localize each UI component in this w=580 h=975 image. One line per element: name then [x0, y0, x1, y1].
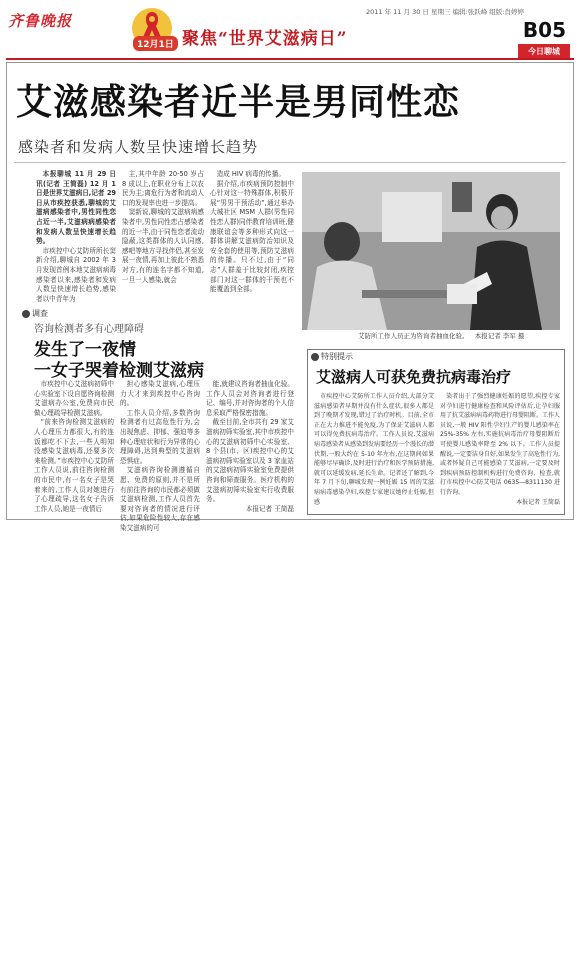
- sub-column-2: [120, 380, 200, 534]
- newspaper-logo: 齐鲁晚报: [8, 12, 73, 30]
- photo-caption-text: 艾防所工作人员正为咨询者抽血化验。: [358, 332, 469, 340]
- tip-title: 艾滋病人可获免费抗病毒治疗: [316, 368, 512, 386]
- article-headline: 艾滋感染者近半是男同性恋: [16, 82, 461, 123]
- paragraph: 据介绍,市疾病预防控制中心针对这一特殊群体,积极开展“男男干预活动”,通过举办大城社区 MSM 人群(男性同性恋人群)同伴教育培训班,健康联谊会等多种形式向这一群体讲解艾滋病防治知识及安全套的使用等,预防艾滋病的传播。只不过,由于“同志”人群羞于比较封闭,疾控部门对这一群体的干预也不能覆盖到全部。: [210, 179, 294, 294]
- paragraph: 染者出于了强烈健康妊娠的愿望,疾控专家对孕妇进行健康检查和风险评估后,让孕妇服用了抗艾滋病病毒药物进行母婴阻断。工作人员说,一般 HIV 阳性孕妇生产的婴儿感染率在 25%-35% 左右,实施抗病毒治疗母婴阻断后可使婴儿感染率降至 2% 以下。工作人员提醒说,一定要洁身自好,如果发生了高危性行为,或者怀疑自己可能感染了艾滋病,一定要及时到疾病预防控制机构进行免费咨询、检查,就打市疾控中心防艾电话 0635—8311130 进行咨询。: [440, 393, 561, 496]
- aids-day-date-badge: 12月1日: [133, 36, 178, 51]
- tip-kicker-label: 特别提示: [321, 352, 353, 361]
- masthead-rule: [6, 58, 574, 60]
- photo-credit: 本报记者 李军 摄: [474, 332, 525, 340]
- paragraph: 主,其中年龄 20-50 岁占 8 成以上,在职业分布上以农民为主;离危行为者和流动人口的发现率也进一步提高。: [122, 170, 204, 207]
- sub-kicker: [22, 308, 48, 319]
- sub-headline-2: 一女子哭着检测艾滋病: [34, 361, 204, 381]
- article-column-2: [122, 170, 204, 285]
- focus-prefix: 聚焦: [182, 29, 218, 49]
- sub-headline-1: 发生了一夜情: [34, 340, 136, 360]
- paragraph: 市疾控中心艾滋病初筛中心实验室下设自愿咨询检测艾滋病办公室,免费向市民做心理疏导检测艾滋病。: [34, 380, 114, 417]
- tip-column-2: [440, 392, 560, 507]
- paragraph: 截至目前,全市共有 29 家艾滋病初筛实验室,其中市疾控中心的艾滋病初筛中心实验室、8 个县(市、区)疾控中心的艾滋病初筛实验室以及 3 家血站的艾滋病初筛实验室免费提供咨询和筛查服务。医疗机构的艾滋病初筛实验室实行收费服务。: [206, 418, 294, 504]
- page-number: B05: [522, 18, 566, 42]
- focus-banner: [182, 24, 348, 49]
- headline-divider: [14, 162, 566, 163]
- article-subhead: 感染者和发病人数呈快速增长趋势: [18, 138, 259, 156]
- paragraph: 市疾控中心艾防所所长窦新介绍,聊城自 2002 年 3 月发现首例本地艾滋病病毒感染者以来,感染者和发病人数呈快速增长趋势,感染者以中青年为: [36, 246, 116, 303]
- signature: 本报记者 王简磊: [245, 504, 294, 513]
- masthead: [6, 4, 574, 60]
- bullet-icon: [311, 353, 319, 361]
- news-photo: [302, 172, 560, 330]
- paragraph: 能,就建议咨询者抽血化验。工作人员会对咨询者进行登记、编号,并对咨询者的个人信息采取严格保密措施。: [206, 380, 294, 417]
- dateline-paragraph: 本报聊城 11 月 29 日讯(记者 王简磊) 12 月 1 日是世界艾滋病日,记者 29 日从市疾控获悉,聊城的艾滋病感染者中,男性同性恋占近一半,艾滋病病感染者和发病人数呈快速增长趋势。: [36, 170, 116, 246]
- sub-deck: 咨询检测者多有心理障碍: [34, 324, 144, 335]
- paragraph: “前来咨询检测艾滋病的人心理压力都很大,有的连饭都吃不下去,一些人明知没感染艾滋病毒,还要多次来检测。”市疾控中心艾防所工作人员说,前往咨询检测的市民中,有一名女子是哭着来的,工作人员对她进行了心理疏导,这名女子告诉工作人员,她是一夜情后: [34, 418, 114, 513]
- bullet-icon: [22, 310, 30, 318]
- issue-meta: 2011 年 11 月 30 日 星期三 编辑:张跃峰 组版:肖婷婷: [366, 8, 524, 16]
- article-column-3: [210, 170, 294, 295]
- paragraph: 艾滋病咨询检测遵循自愿、免费的原则,并不是所有前往咨询的市民都必须做艾滋病检测,工作人员首先要对咨询者的情况进行评估,如果危险性较大,存在感染艾滋病的可: [120, 466, 200, 532]
- focus-title: “世界艾滋病日”: [218, 29, 348, 49]
- tip-column-1: [314, 392, 434, 507]
- paragraph: 担心感染艾滋病,心理压力大才来到疾控中心咨询的。: [120, 380, 200, 408]
- sub-column-3: [206, 380, 294, 514]
- section-tag: 今日聊城: [518, 44, 570, 59]
- paragraph: 市疾控中心艾防所工作人员介绍,大部分艾滋病感染者早期并没有什么症状,很多人都是到了晚期才发现,错过了治疗时机。目前,全市正在大力推进不能免疫,为了保证艾滋病人都可以得免费抗病毒治疗。工作人员说,艾滋病病毒感染者从感染到发病要经历一个漫长的潜伏期,一般大约在 5-10 年左右,在这期间如果能够尽早确诊,及时进行治疗和医学预防措施,就可以延缓发病,延长生命。记者还了解到,今年 7 月下旬,聊城发现一例妊娠 15 周的艾滋病病毒感染孕妇,疾控专家建议她停止妊娠,但感: [314, 393, 435, 506]
- paragraph: 工作人员介绍,多数咨询检测者有过高危性行为,会出现焦虑、抑郁、强迫等多种心理症状和行为异常的心理障碍,达到典型的艾滋病恐惧症。: [120, 408, 200, 465]
- sub-kicker-label: 调查: [32, 309, 48, 318]
- signature: 本报记者 王简磊: [516, 498, 560, 506]
- paragraph: 造成 HIV 病毒的传播。: [216, 170, 285, 178]
- article-column-1: [36, 170, 116, 304]
- paragraph: 窦新说,聊城的艾滋病病感染者中,男性同性恋占感染者的近一半,由于同性恋者流动隐蔽,这类群体的人认同感,感吧等地方寻找伴侣,甚至发展一夜情,再加上彼此不熟悉对方,有的连名字都不知道,一旦一人感染,就会: [122, 208, 204, 284]
- photo-caption: [358, 331, 524, 340]
- tip-kicker: [311, 351, 353, 362]
- sub-column-1: [34, 380, 114, 514]
